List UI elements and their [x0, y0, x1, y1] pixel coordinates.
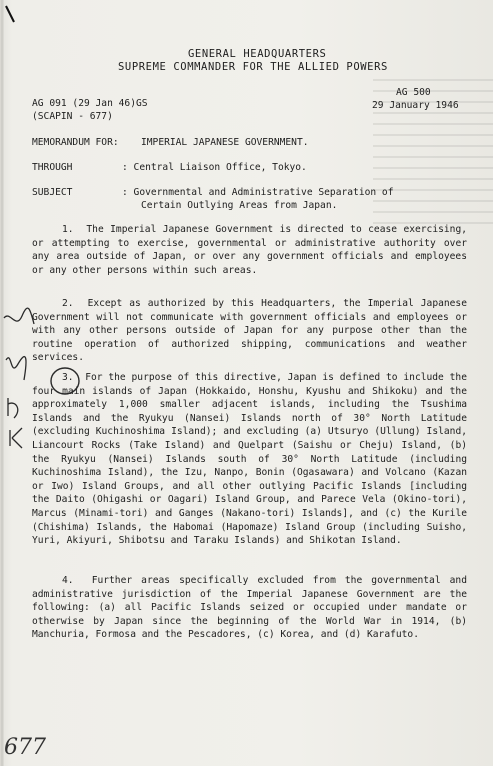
through-label: THROUGH — [32, 162, 73, 173]
paragraph-4 — [32, 574, 467, 642]
paragraph-1 — [32, 223, 467, 277]
margin-handwriting — [0, 300, 40, 450]
scapin-number: (SCAPIN - 677) — [32, 111, 113, 122]
paragraph-2 — [32, 297, 467, 365]
reference-number: AG 091 (29 Jan 46)GS — [32, 98, 148, 109]
paragraph-3-circle-mark — [48, 364, 82, 398]
paragraph-number: 2. — [62, 298, 74, 309]
through-value: : Central Liaison Office, Tokyo. — [122, 162, 307, 173]
file-number: AG 500 — [396, 87, 431, 98]
paragraph-number: 3. — [62, 372, 74, 383]
page-number-handwritten: 677 — [4, 735, 46, 760]
scap-heading: SUPREME COMMANDER FOR THE ALLIED POWERS — [118, 61, 388, 73]
paragraph-text: The Imperial Japanese Government is directed to cease exercising, or attempting to exercise, governmental or administrative authority over any area outside of Japan, or over any government officials and employees or any other persons within such areas. — [32, 224, 467, 276]
memo-for-label: MEMORANDUM FOR: — [32, 137, 119, 148]
paragraph-number: 4. — [62, 575, 74, 586]
memo-for-value: IMPERIAL JAPANESE GOVERNMENT. — [141, 137, 309, 148]
document-date: 29 January 1946 — [372, 100, 459, 111]
paragraph-3 — [32, 371, 467, 548]
paragraph-number: 1. — [62, 224, 74, 235]
paragraph-text: For the purpose of this directive, Japan is defined to include the four main islands of Japan (Hokkaido, Honshu, Kyushu and Shikoku) and the approximately 1,000 smaller adjacent islands, including the Tsushima Islands and the Ryukyu (Nansei) Islands north of 30° North Latitude (excluding Kuchinoshima Island); and excluding (a) Utsuryo (Ullung) Island, Liancourt Rocks (Take Island) and Quelpart (Saishu or Cheju) Island, (b) the Ryukyu (Nansei) Islands south of 30° North Latitude (including Kuchinoshima Island), the Izu, Nanpo, Bonin (Ogasawara) and Volcano (Kazan or Iwo) Island Groups, and all other outlying Pacific Islands [including the Daito (Ohigashi or Oagari) Island Group, and Parece Vela (Okino-tori), Marcus (Minami-tori) and Ganges (Nakano-tori) Islands], and (c) the Kurile (Chishima) Islands, the Habomai (Hapomaze) Island Group (including Suisho, Yuri, Akiyuri, Shibotsu and Taraku Islands) and Shikotan Island. — [32, 372, 467, 547]
subject-value-line-2: Certain Outlying Areas from Japan. — [141, 200, 338, 211]
hq-heading: GENERAL HEADQUARTERS — [188, 48, 327, 60]
subject-label: SUBJECT — [32, 187, 73, 198]
subject-value-line-1: : Governmental and Administrative Separation of — [122, 187, 394, 198]
paragraph-text: Except as authorized by this Headquarters, the Imperial Japanese Government will not communicate with government officials and employees or with any other persons outside of Japan for any purpose other than the routine operation of authorized shipping, communications and weather services. — [32, 298, 467, 364]
paragraph-text: Further areas specifically excluded from the governmental and administrative jurisdiction of the Imperial Japanese Government are the following: (a) all Pacific Islands seized or occupied under mandate or otherwise by Japan since the beginning of the World War in 1914, (b) Manchuria, Formosa and the Pescadores, (c) Korea, and (d) Karafuto. — [32, 575, 467, 641]
